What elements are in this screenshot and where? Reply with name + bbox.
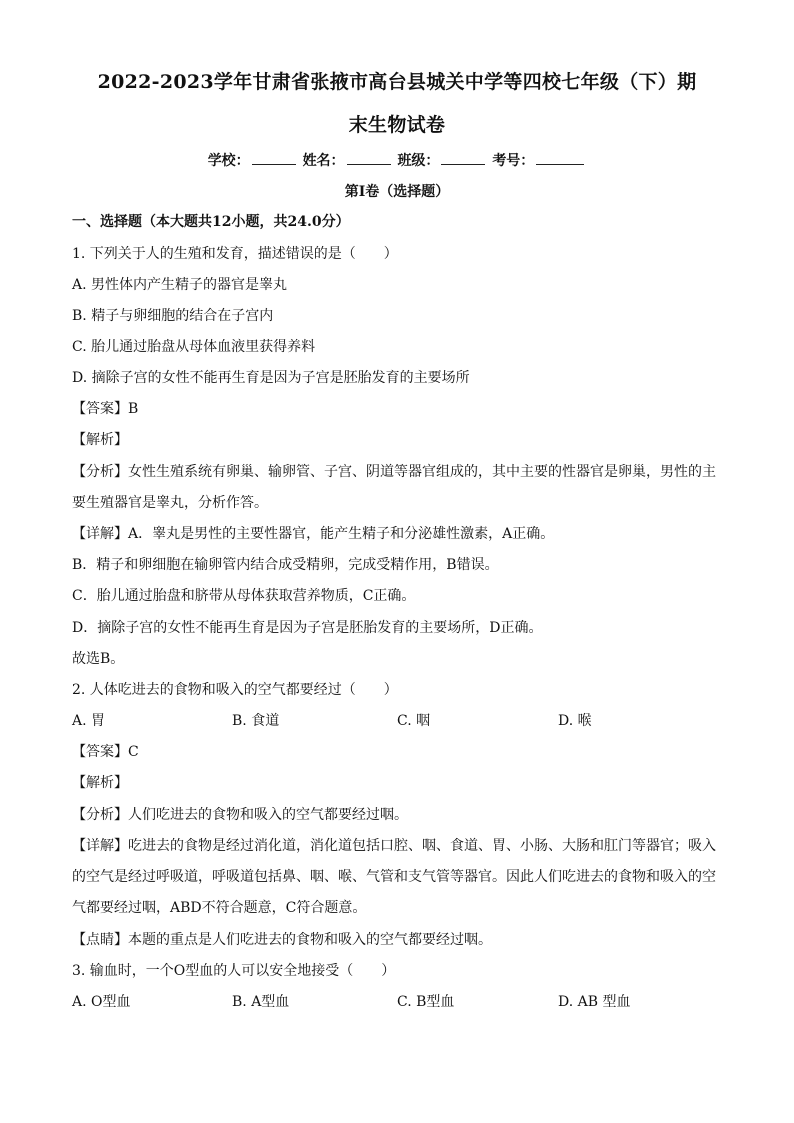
q2-stem: 2. 人体吃进去的食物和吸入的空气都要经过（ ） <box>72 682 398 698</box>
q2-option-d: D. 喉 <box>558 713 592 729</box>
q1-answer: 【答案】B <box>72 401 139 417</box>
q2-option-b: B. 食道 <box>232 713 280 729</box>
q1-detail-line-3: C．胎儿通过胎盘和脐带从母体获取营养物质，C正确。 <box>72 588 416 604</box>
q3-option-d: D. AB 型血 <box>558 994 631 1010</box>
q1-conclusion: 故选B。 <box>72 651 125 667</box>
q1-analysis-line-2: 要生殖器官是睾丸，分析作答。 <box>72 495 268 511</box>
q1-analysis-line-1: 【分析】女性生殖系统有卵巢、输卵管、子宫、阴道等器官组成的，其中主要的性器官是卵巢，男性的主 <box>72 464 716 480</box>
q1-stem: 1. 下列关于人的生殖和发育，描述错误的是（ ） <box>72 246 398 262</box>
q1-explanation-label: 【解析】 <box>72 432 128 448</box>
q1-detail-line-1: 【详解】A．睾丸是男性的主要性器官，能产生精子和分泌雄性激素，A正确。 <box>72 526 555 542</box>
section-heading: 一、选择题（本大题共12小题，共24.0分） <box>72 214 350 230</box>
q1-option-b: B. 精子与卵细胞的结合在子宫内 <box>72 308 274 324</box>
school-label: 学校： <box>207 153 250 169</box>
q2-option-a: A. 胃 <box>72 713 106 729</box>
exam-title-line-1: 2022-2023学年甘肃省张掖市高台县城关中学等四校七年级（下）期 <box>97 71 697 93</box>
q2-option-c: C. 咽 <box>397 713 431 729</box>
q2-detail-line-1: 【详解】吃进去的食物是经过消化道，消化道包括口腔、咽、食道、胃、小肠、大肠和肛门等器官；吸入 <box>72 838 716 854</box>
exam-number-blank <box>536 150 584 165</box>
q3-option-b: B. A型血 <box>232 994 290 1010</box>
exam-number-label: 考号： <box>492 153 535 169</box>
student-info-row <box>0 150 794 171</box>
school-blank <box>252 150 296 165</box>
q2-comment: 【点睛】本题的重点是人们吃进去的食物和吸入的空气都要经过咽。 <box>72 932 492 948</box>
name-label: 姓名： <box>302 153 345 169</box>
q1-detail-line-4: D．摘除子宫的女性不能再生育是因为子宫是胚胎发育的主要场所，D正确。 <box>72 620 543 636</box>
class-blank <box>441 150 485 165</box>
volume-heading: 第I卷（选择题） <box>344 184 450 200</box>
q1-detail-line-2: B．精子和卵细胞在输卵管内结合成受精卵，完成受精作用，B错误。 <box>72 557 499 573</box>
class-label: 班级： <box>397 153 440 169</box>
q2-detail-line-3: 气都要经过咽，ABD不符合题意，C符合题意。 <box>72 900 367 916</box>
q1-option-c: C. 胎儿通过胎盘从母体血液里获得养料 <box>72 339 316 355</box>
q3-option-a: A. O型血 <box>72 994 131 1010</box>
exam-title-line-2: 末生物试卷 <box>348 114 446 136</box>
q3-stem: 3. 输血时，一个O型血的人可以安全地接受（ ） <box>72 963 396 979</box>
q2-explanation-label: 【解析】 <box>72 775 128 791</box>
q1-option-d: D. 摘除子宫的女性不能再生育是因为子宫是胚胎发育的主要场所 <box>72 370 470 386</box>
q1-option-a: A. 男性体内产生精子的器官是睾丸 <box>72 277 288 293</box>
q2-analysis: 【分析】人们吃进去的食物和吸入的空气都要经过咽。 <box>72 807 408 823</box>
q2-detail-line-2: 的空气是经过呼吸道，呼吸道包括鼻、咽、喉、气管和支气管等器官。因此人们吃进去的食物和吸入的空 <box>72 869 716 885</box>
q3-option-c: C. B型血 <box>397 994 455 1010</box>
q2-answer: 【答案】C <box>72 744 139 760</box>
name-blank <box>347 150 391 165</box>
